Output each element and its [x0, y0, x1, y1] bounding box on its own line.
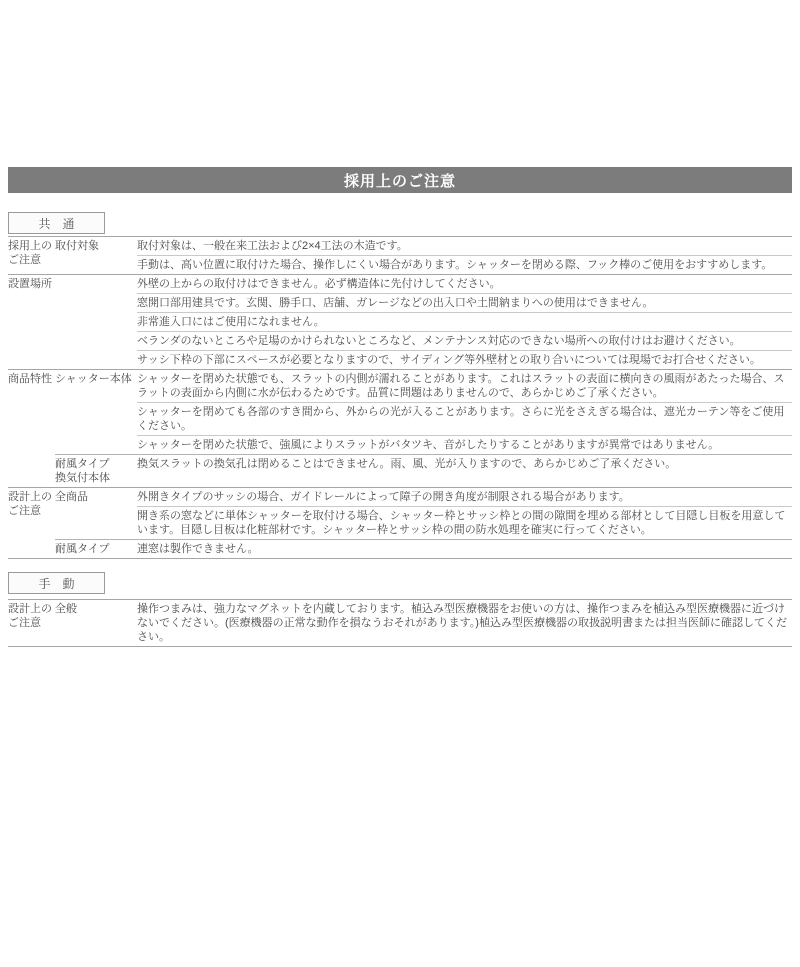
category-label: 採用上の [8, 240, 52, 252]
note-item: 外壁の上からの取付けはできません。必ず構造体に先付けしてください。 [137, 278, 501, 290]
subcategory-cell [55, 488, 137, 539]
section-label-common-text: 共 通 [38, 216, 75, 231]
table-row-group [8, 488, 792, 559]
category-label: 設計上の [8, 603, 52, 615]
note-item: シャッターを閉めた状態でも、スラットの内側が濡れることがあります。これはスラットの表面に横向きの風雨があたった場合、スラットの表面から内側に水が伝わるためです。品質に問題はありませんので、あらかじめご了承ください。 [137, 373, 785, 399]
section-label-manual-text: 手 動 [38, 576, 75, 591]
common-notes-table [8, 236, 792, 559]
table-subgroup [55, 600, 792, 646]
table-subgroup [55, 539, 792, 558]
subcategory-cell [55, 455, 137, 487]
subcategory-label: 耐風タイプ [55, 458, 110, 470]
note-item: 手動は、高い位置に取付けた場合、操作しにくい場合があります。シャッターを閉める際、フック棒のご使用をおすすめします。 [137, 255, 792, 274]
category-cell [8, 237, 55, 274]
section-label-common [8, 212, 105, 234]
note-item: ベランダのないところや足場のかけられないところなど、メンテナンス対応のできない場所への取付けはお避けください。 [137, 331, 792, 350]
table-subgroup [55, 237, 792, 274]
category-cell [8, 600, 55, 646]
table-subgroup [55, 454, 792, 487]
note-item: 連窓は製作できません。 [137, 543, 259, 555]
note-item: 非常進入口にはご使用になれません。 [137, 312, 792, 331]
subcategory-cell [55, 370, 137, 454]
category-label: ご注意 [8, 505, 41, 517]
table-row-group [8, 275, 792, 370]
subcategory-cell [55, 237, 137, 274]
table-row-group [8, 370, 792, 488]
table-row-group [8, 237, 792, 275]
table-row-group [8, 600, 792, 647]
category-cell [8, 275, 55, 369]
page-title-bar [8, 167, 792, 193]
manual-notes-table [8, 599, 792, 647]
table-subgroup [55, 488, 792, 539]
note-item: 外開きタイプのサッシの場合、ガイドレールによって障子の開き角度が制限される場合があります。 [137, 491, 630, 503]
subcategory-label: シャッター本体 [55, 373, 132, 385]
category-label: 商品特性 [8, 373, 52, 385]
subcategory-label: 耐風タイプ [55, 543, 110, 555]
subcategory-label: 全商品 [55, 491, 88, 503]
category-cell [8, 370, 55, 487]
category-label: ご注意 [8, 254, 41, 266]
note-item: 取付対象は、一般在来工法および2×4工法の木造です。 [137, 240, 408, 252]
category-label: 設計上の [8, 491, 52, 503]
category-cell [8, 488, 55, 558]
page-title: 採用上のご注意 [343, 172, 456, 190]
category-label: ご注意 [8, 617, 41, 629]
subcategory-cell [55, 540, 137, 558]
note-item: 操作つまみは、強力なマグネットを内蔵しております。植込み型医療機器をお使いの方は、操作つまみを植込み型医療機器に近づけないでください。(医療機器の正常な動作を損なうおそれがあります。)植込み型医療機器の取扱説明書または担当医師に確認してください。 [137, 603, 787, 643]
subcategory-cell [55, 600, 137, 646]
note-item: サッシ下枠の下部にスペースが必要となりますので、サイディング等外壁材との取り合いについては現場でお打合せください。 [137, 350, 792, 369]
section-label-manual [8, 572, 105, 594]
subcategory-label: 換気付本体 [55, 472, 110, 484]
note-item: 窓開口部用建具です。玄関、勝手口、店舗、ガレージなどの出入口や土間納まりへの使用はできません。 [137, 293, 792, 312]
table-subgroup [55, 370, 792, 454]
note-item: 開き系の窓などに単体シャッターを取付ける場合、シャッター枠とサッシ枠との間の隙間を埋める部材として目隠し目板を用意しています。目隠し目板は化粧部材です。シャッター枠とサッシ枠の間の防水処理を確実に行ってください。 [137, 506, 792, 539]
document-content [8, 167, 792, 647]
note-item: シャッターを閉めても各部のすき間から、外からの光が入ることがあります。さらに光をさえぎる場合は、遮光カーテン等をご使用ください。 [137, 402, 792, 435]
subcategory-cell [55, 275, 137, 369]
category-label: 設置場所 [8, 278, 52, 290]
subcategory-label: 全般 [55, 603, 77, 615]
note-item: シャッターを閉めた状態で、強風によりスラットがバタツキ、音がしたりすることがありますが異常ではありません。 [137, 435, 792, 454]
document-page [0, 167, 800, 967]
subcategory-label: 取付対象 [55, 240, 99, 252]
table-subgroup [55, 275, 792, 369]
note-item: 換気スラットの換気孔は閉めることはできません。雨、風、光が入りますので、あらかじめご了承ください。 [137, 458, 677, 470]
